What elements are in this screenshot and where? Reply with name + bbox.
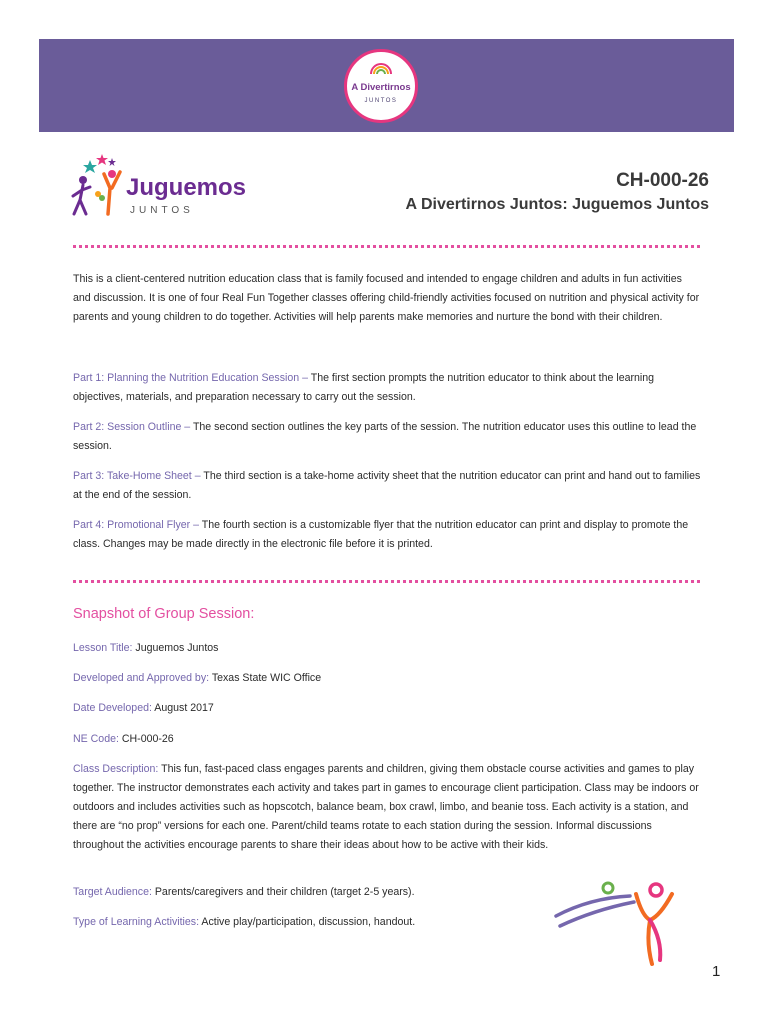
- page-title: A Divertirnos Juntos: Juguemos Juntos: [405, 196, 709, 213]
- field-value: Texas State WIC Office: [209, 672, 322, 684]
- part-4-label: Part 4: Promotional Flyer –: [73, 519, 199, 531]
- dotted-divider: [73, 580, 700, 583]
- field-label: Class Description:: [73, 763, 159, 775]
- dotted-divider: [73, 245, 700, 248]
- course-code: CH-000-26: [616, 170, 709, 191]
- field-label: Developed and Approved by:: [73, 672, 210, 684]
- field-lesson-title: [73, 639, 701, 658]
- part-3-paragraph: [73, 467, 701, 505]
- part-1-paragraph: [73, 369, 701, 407]
- part-4-paragraph: [73, 516, 701, 554]
- intro-paragraph: This is a client-centered nutrition education class that is family focused and intended to engage children and adults in fun activities and discussion. It is one of four Real Fun Together classes offering child-friendly activities focused on nutrition and physical activity for parents and young children to do together. Activities will help parents make memories and nurture the bond with their children.: [73, 273, 700, 323]
- field-ne-code: [73, 730, 701, 749]
- field-value: Active play/participation, discussion, handout.: [199, 916, 416, 928]
- logo-subtitle: JUNTOS: [130, 205, 194, 216]
- field-label: Date Developed:: [73, 702, 152, 714]
- field-label: Lesson Title:: [73, 642, 133, 654]
- part-1-label: Part 1: Planning the Nutrition Education Session –: [73, 372, 308, 384]
- field-developed-by: [73, 669, 701, 688]
- field-value: CH-000-26: [118, 733, 174, 745]
- field-label: Type of Learning Activities:: [73, 916, 200, 928]
- jumping-figures-icon: [550, 876, 680, 966]
- part-2-text: The second section outlines the key parts of the session. The nutrition educator uses this outline to lead the session.: [73, 421, 697, 452]
- rainbow-icon: [369, 61, 393, 75]
- field-value: Juguemos Juntos: [132, 642, 219, 654]
- badge-title: A Divertirnos: [351, 82, 411, 93]
- part-3-label: Part 3: Take-Home Sheet –: [73, 470, 201, 482]
- field-class-description: [73, 760, 701, 855]
- part-2-label: Part 2: Session Outline –: [73, 421, 191, 433]
- field-value: Parents/caregivers and their children (target 2-5 years).: [151, 886, 415, 898]
- field-value: This fun, fast-paced class engages parents and children, giving them obstacle course activities and games to play together. The instructor demonstrates each activity and takes part in games to encourage client participation. Class may be indoors or outdoors and includes activities such as hopscotch, balance beam, box crawl, limbo, and beanie toss. Each activity is a station, and there are “no prop” versions for each one. Parent/child teams rotate to each station during the session. Informal discussions throughout the activities encourage parents to share their ideas about how to be active with their kids.: [73, 763, 699, 851]
- juguemos-logo: [68, 152, 268, 224]
- part-2-paragraph: [73, 418, 701, 456]
- field-label: Target Audience:: [73, 886, 152, 898]
- program-badge-logo: [344, 49, 418, 123]
- badge-subtitle: JUNTOS: [364, 98, 398, 104]
- stars-figures-icon: [68, 152, 126, 224]
- field-value: August 2017: [151, 702, 214, 714]
- page-number: 1: [712, 963, 721, 980]
- part-4-text: The fourth section is a customizable flyer that the nutrition educator can print and display to promote the class. Changes may be made directly in the electronic file before it is printed.: [73, 519, 689, 550]
- part-3-text: The third section is a take-home activity sheet that the nutrition educator can print and hand out to families at the end of the session.: [73, 470, 701, 501]
- logo-title: Juguemos: [126, 174, 247, 201]
- part-1-text: The first section prompts the nutrition educator to think about the learning objectives, materials, and preparation necessary to carry out the session.: [73, 372, 655, 403]
- field-date-developed: [73, 699, 701, 718]
- section-title: Snapshot of Group Session:: [73, 606, 255, 622]
- field-label: NE Code:: [73, 733, 119, 745]
